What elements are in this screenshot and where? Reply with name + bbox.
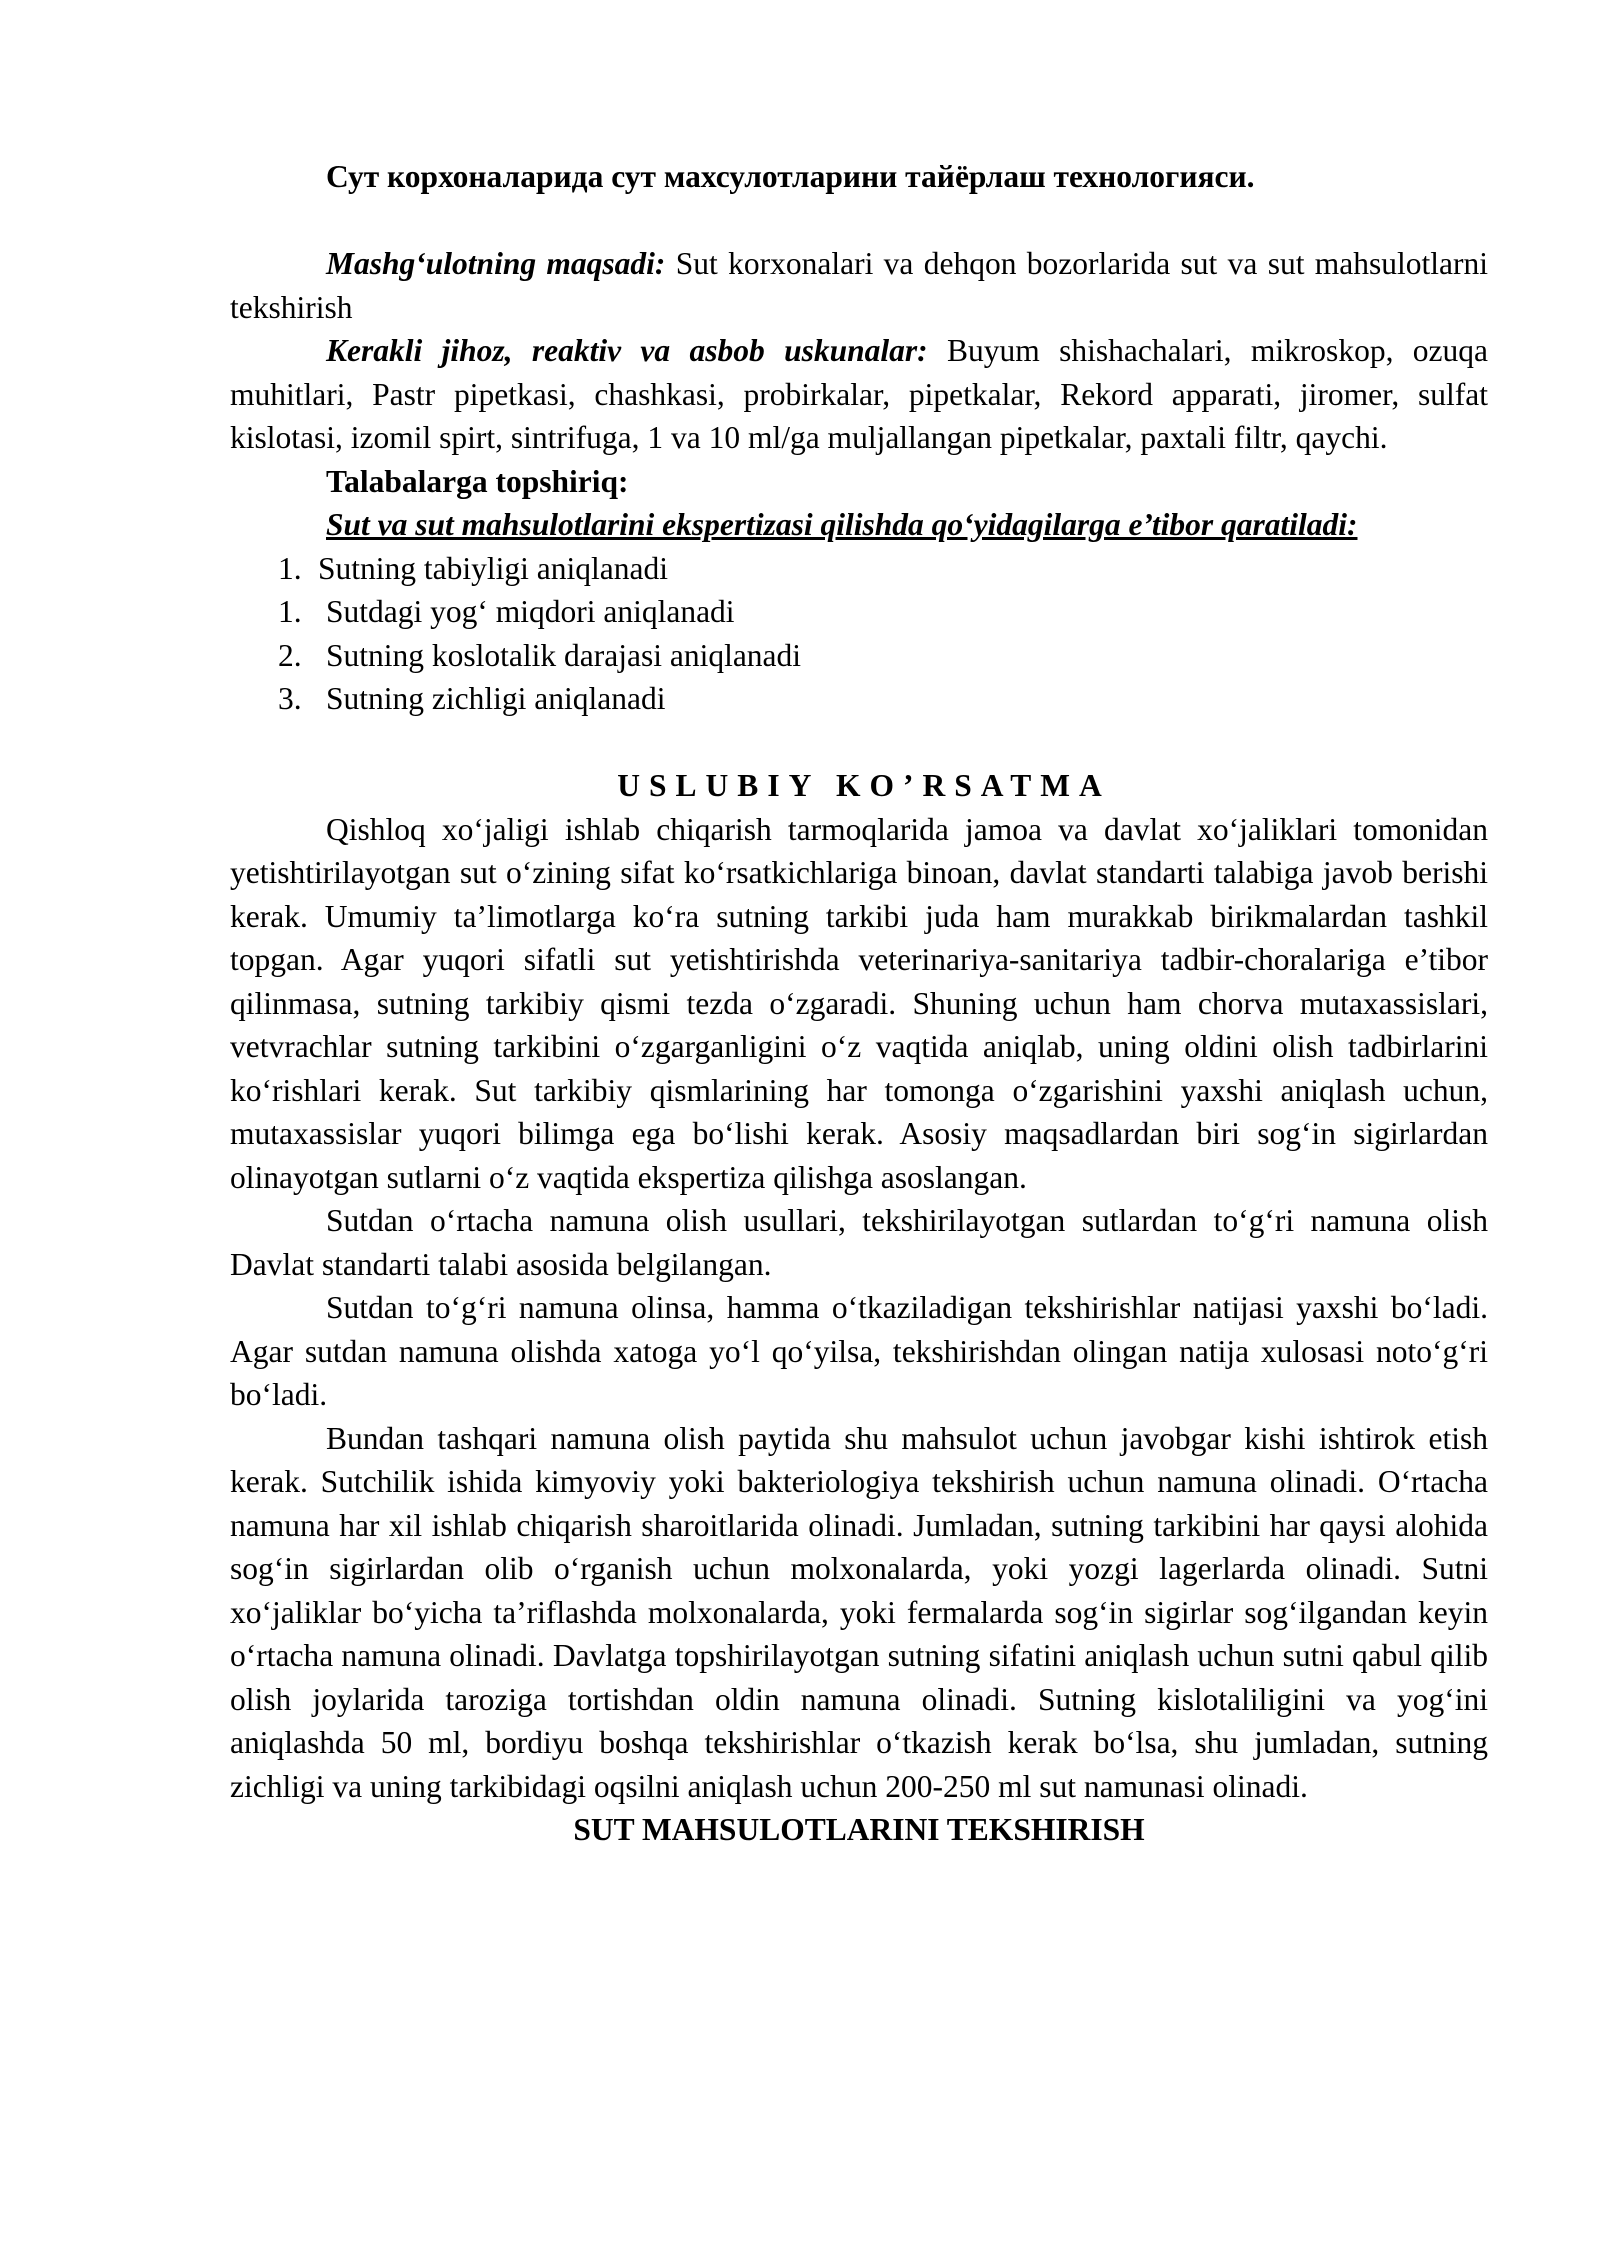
task-subheading: Sut va sut mahsulotlarini ekspertizasi qilishda qo‘yidagilarga e’tibor qaratiladi:	[326, 507, 1358, 542]
document-title: Сут корхоналарида сут махсулотларини тайёрлаш технологияси.	[326, 159, 1255, 194]
body-paragraph: Qishloq xo‘jaligi ishlab chiqarish tarmoqlarida jamoa va davlat xo‘jaliklari tomonidan yetishtirilayotgan sut o‘zining sifat ko‘rsatkichlariga binoan, davlat standarti talabiga javob berishi kerak. Umumiy ta’limotlarga ko‘ra sutning tarkibi juda ham murakkab birikmalardan tashkil topgan. Agar yuqori sifatli sut yetishtirishda veterinariya-sanitariya tadbir-choralariga e’tibor qilinmasa, sutning tarkibiy qismi tezda o‘zgaradi. Shuning uchun ham chorva mutaxassislari, vetvrachlar sutning tarkibini o‘zgarganligini o‘z vaqtida aniqlab, uning oldini olish tadbirlarini ko‘rishlari kerak. Sut tarkibiy qismlarining har tomonga o‘zgarishini yaxshi aniqlash uchun, mutaxassislar yuqori bilimga ega bo‘lishi kerak. Asosiy maqsadlardan biri sog‘in sigirlardan olinayotgan sutlarni o‘z vaqtida ekspertiza qilishga asoslangan.	[230, 811, 1488, 1195]
list-item-text: Sutdagi yog‘ miqdori aniqlanadi	[326, 594, 735, 629]
list-item-number: 3.	[278, 681, 302, 716]
task-list	[230, 547, 1488, 721]
equipment-paragraph	[230, 329, 1488, 460]
goal-paragraph	[230, 242, 1488, 329]
list-item-text: Sutning zichligi aniqlanadi	[326, 681, 666, 716]
list-item-number: 2.	[278, 637, 302, 673]
blank-line	[230, 199, 1488, 243]
body-paragraph: Sutdan to‘g‘ri namuna olinsa, hamma o‘tkaziladigan tekshirishlar natijasi yaxshi bo‘ladi. Agar sutdan namuna olishda xatoga yo‘l qo‘yilsa, tekshirishdan olingan natija xulosasi noto‘g‘ri bo‘ladi.	[230, 1290, 1488, 1412]
goal-label: Mashg‘ulotning maqsadi:	[326, 246, 666, 281]
list-item-number: 1.	[278, 594, 302, 629]
document-page	[230, 155, 1488, 1852]
list-item-text: Sutning tabiyligi aniqlanadi	[318, 550, 668, 586]
body-paragraph: Sutdan o‘rtacha namuna olish usullari, tekshirilayotgan sutlardan to‘g‘ri namuna olish Davlat standarti talabi asosida belgilangan.	[230, 1203, 1488, 1282]
list-item	[278, 590, 1488, 634]
section-heading: SUT MAHSULOTLARINI TEKSHIRISH	[573, 1812, 1145, 1847]
equipment-text: Buyum shishachalari, mikroskop, ozuqa muhitlari, Pastr pipetkasi, chashkasi, probirkalar, pipetkalar, Rekord apparati, jiromer, sulfat kislotasi, izomil spirt, sintrifuga, 1 va 10 ml/ga muljallangan pipetkalar, paxtali filtr, qaychi.	[230, 333, 1489, 455]
equipment-label: Kerakli jihoz, reaktiv va asbob uskunalar:	[326, 333, 928, 368]
goal-text: Sut korxonalari va dehqon bozorlarida sut va sut mahsulotlarni tekshirish	[230, 246, 1489, 325]
list-item: 1. Sutning tabiyligi aniqlanadi	[278, 550, 668, 586]
body-paragraph: Bundan tashqari namuna olish paytida shu mahsulot uchun javobgar kishi ishtirok etish kerak. Sutchilik ishida kimyoviy yoki bakteriologiya tekshirish uchun namuna olinadi. O‘rtacha namuna har xil ishlab chiqarish sharoitlarida olinadi. Jumladan, sutning tarkibini har qaysi alohida sog‘in sigirlardan olib o‘rganish uchun molxonalarda, yoki yozgi lagerlarda olinadi. Sutni xo‘jaliklar bo‘yicha ta’riflashda molxonalarda, yoki fermalarda sog‘in sigirlar sog‘ilgandan keyin o‘rtacha namuna olinadi. Davlatga topshirilayotgan sutning sifatini aniqlash uchun sutni qabul qilib olish joylarida taroziga tortishdan oldin namuna olinadi. Sutning kislotaliligini va yog‘ini aniqlashda 50 ml, bordiyu boshqa tekshirishlar o‘tkazish kerak bo‘lsa, shu jumladan, sutning zichligi va uning tarkibidagi oqsilni aniqlash uchun 200-250 ml sut namunasi olinadi.	[230, 1420, 1488, 1804]
list-item-text: Sutning koslotalik darajasi aniqlanadi	[326, 637, 802, 673]
list-item	[278, 677, 1488, 721]
list-item	[278, 634, 1488, 678]
guidance-heading: USLUBIY KO’RSATMA	[617, 768, 1111, 803]
task-label: Talabalarga topshiriq:	[326, 463, 629, 499]
